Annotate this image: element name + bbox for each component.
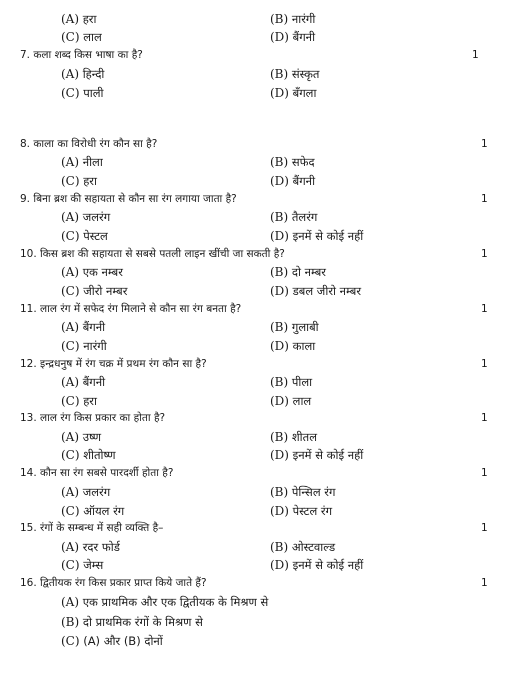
option-text: डबल जीरो नम्बर — [292, 284, 362, 298]
option-text: जीरो नम्बर — [83, 284, 128, 298]
option-text: जलरंग — [82, 210, 111, 224]
option-left — [61, 593, 268, 611]
option-letter: (B) — [270, 155, 289, 169]
marks-value: 1 — [481, 467, 488, 479]
option-text: बँगला — [292, 86, 317, 100]
option-right — [270, 556, 363, 574]
marks-value: 1 — [481, 138, 488, 150]
option-text: नारंगी — [291, 12, 316, 26]
options-row — [0, 337, 508, 355]
option-left — [61, 65, 104, 83]
option-text: उष्ण — [82, 430, 102, 444]
option-left — [61, 227, 108, 245]
option-text: एक नम्बर — [82, 265, 123, 279]
option-text: लाल — [83, 30, 102, 44]
option-right — [270, 208, 317, 226]
option-right — [270, 318, 319, 336]
question-row — [0, 300, 508, 318]
options-row — [0, 10, 508, 28]
options-row — [0, 172, 508, 190]
marks-value: 1 — [472, 49, 479, 61]
option-right — [270, 84, 316, 102]
option-left — [61, 556, 103, 574]
option-letter: (C) — [61, 284, 80, 298]
option-text: बैंगनी — [82, 375, 106, 389]
option-letter: (B) — [270, 320, 289, 334]
option-left — [61, 502, 124, 520]
options-row — [0, 556, 508, 574]
option-text: (A) और (B) दोनों — [83, 634, 163, 648]
option-left — [61, 632, 163, 650]
options-row — [0, 263, 508, 281]
option-right — [270, 28, 315, 46]
marks-value: 1 — [481, 358, 488, 370]
option-text: जलरंग — [82, 485, 111, 499]
option-text: शीतल — [291, 430, 317, 444]
option-left — [61, 282, 127, 300]
option-left — [61, 428, 101, 446]
option-right — [270, 446, 363, 464]
options-row — [0, 227, 508, 245]
option-letter: (A) — [61, 210, 80, 224]
question-text: 15. रंगों के सम्बन्ध में सही व्यक्ति है– — [20, 522, 164, 534]
option-letter: (D) — [270, 558, 289, 572]
option-text: इनमें से कोई नहीं — [292, 448, 364, 462]
options-row — [0, 502, 508, 520]
options-row — [0, 483, 508, 501]
option-left — [61, 84, 104, 102]
option-letter: (C) — [61, 30, 80, 44]
option-text: पाली — [83, 86, 104, 100]
option-text: दो नम्बर — [291, 265, 326, 279]
option-text: पेस्टल — [83, 229, 108, 243]
option-left — [61, 153, 103, 171]
option-right — [270, 483, 335, 501]
option-right — [270, 263, 326, 281]
option-left — [61, 208, 110, 226]
option-text: सफेद — [291, 155, 315, 169]
option-text: तैलरंग — [291, 210, 318, 224]
option-letter: (B) — [270, 210, 289, 224]
marks-value: 1 — [481, 522, 488, 534]
option-right — [270, 428, 317, 446]
option-letter: (A) — [61, 12, 80, 26]
option-letter: (D) — [270, 284, 289, 298]
question-row — [0, 464, 508, 482]
option-letter: (B) — [61, 615, 80, 629]
option-left — [61, 172, 97, 190]
question-text: 16. द्वितीयक रंग किस प्रकार प्राप्त किये जाते हैं? — [20, 577, 207, 589]
option-text: पेस्टल रंग — [292, 504, 333, 518]
option-letter: (B) — [270, 540, 289, 554]
option-letter: (B) — [270, 375, 289, 389]
option-text: काला — [292, 339, 316, 353]
option-left — [61, 613, 203, 631]
option-letter: (C) — [61, 504, 80, 518]
option-right — [270, 502, 332, 520]
option-text: नीला — [82, 155, 103, 169]
option-letter: (B) — [270, 485, 289, 499]
option-letter: (C) — [61, 394, 80, 408]
option-left — [61, 446, 116, 464]
option-letter: (A) — [61, 430, 80, 444]
option-text: शीतोष्ण — [83, 448, 116, 462]
option-text: पेन्सिल रंग — [291, 485, 336, 499]
options-row — [0, 318, 508, 336]
question-text: 11. लाल रंग में सफेद रंग मिलाने से कौन सा रंग बनता है? — [20, 303, 242, 315]
option-left — [61, 28, 102, 46]
option-letter: (D) — [270, 30, 289, 44]
question-text: 8. काला का विरोधी रंग कौन सा है? — [20, 138, 158, 150]
option-text: बैंगनी — [292, 30, 316, 44]
option-text: हरा — [83, 174, 97, 188]
option-letter: (C) — [61, 86, 80, 100]
question-row — [0, 355, 508, 373]
option-right — [270, 373, 312, 391]
option-right — [270, 337, 315, 355]
option-letter: (D) — [270, 339, 289, 353]
question-row — [0, 409, 508, 427]
options-row — [0, 28, 508, 46]
options-row — [0, 538, 508, 556]
option-text: लाल — [292, 394, 312, 408]
option-letter: (B) — [270, 430, 289, 444]
option-letter: (D) — [270, 504, 289, 518]
options-row — [0, 84, 508, 102]
option-left — [61, 483, 110, 501]
option-text: हरा — [82, 12, 97, 26]
question-text: 10. किस ब्रश की सहायता से सबसे पतली लाइन खींची जा सकती है? — [20, 248, 285, 260]
option-letter: (B) — [270, 265, 289, 279]
option-right — [270, 392, 311, 410]
options-row — [0, 428, 508, 446]
option-left — [61, 337, 107, 355]
options-row — [0, 613, 508, 631]
question-text: 13. लाल रंग किस प्रकार का होता है? — [20, 412, 166, 424]
option-left — [61, 392, 97, 410]
option-letter: (C) — [61, 174, 80, 188]
marks-value: 1 — [481, 412, 488, 424]
marks-value: 1 — [481, 193, 488, 205]
option-letter: (A) — [61, 155, 80, 169]
option-text: दो प्राथमिक रंगों के मिश्रण से — [82, 615, 203, 629]
marks-value: 1 — [481, 248, 488, 260]
option-letter: (B) — [270, 12, 289, 26]
option-letter: (C) — [61, 634, 80, 648]
option-left — [61, 538, 120, 556]
option-left — [61, 10, 96, 28]
option-text: एक प्राथमिक और एक द्वितीयक के मिश्रण से — [82, 595, 269, 609]
option-right — [270, 227, 363, 245]
question-text: 12. इन्द्रधनुष में रंग चक्र में प्रथम रंग कौन सा है? — [20, 358, 207, 370]
options-row — [0, 632, 508, 650]
option-text: ओस्टवाल्ड — [291, 540, 336, 554]
option-letter: (A) — [61, 320, 80, 334]
option-letter: (A) — [61, 375, 80, 389]
options-row — [0, 446, 508, 464]
option-letter: (C) — [61, 339, 80, 353]
option-letter: (B) — [270, 67, 289, 81]
option-right — [270, 172, 315, 190]
options-row — [0, 593, 508, 611]
option-right — [270, 538, 335, 556]
option-letter: (D) — [270, 448, 289, 462]
options-row — [0, 392, 508, 410]
option-text: इनमें से कोई नहीं — [292, 229, 364, 243]
question-text: 14. कौन सा रंग सबसे पारदर्शी होता है? — [20, 467, 174, 479]
options-row — [0, 153, 508, 171]
option-text: पीला — [291, 375, 313, 389]
option-left — [61, 263, 123, 281]
option-letter: (C) — [61, 448, 80, 462]
question-text: 9. बिना ब्रश की सहायता से कौन सा रंग लगाया जाता है? — [20, 193, 237, 205]
option-right — [270, 153, 315, 171]
question-row — [0, 574, 508, 592]
option-text: संस्कृत — [291, 67, 320, 81]
question-row — [0, 46, 508, 64]
options-row — [0, 208, 508, 226]
option-letter: (A) — [61, 67, 80, 81]
option-letter: (A) — [61, 595, 80, 609]
options-row — [0, 65, 508, 83]
option-right — [270, 65, 319, 83]
option-letter: (D) — [270, 174, 289, 188]
marks-value: 1 — [481, 577, 488, 589]
option-right — [270, 10, 315, 28]
option-letter: (D) — [270, 86, 289, 100]
option-text: इनमें से कोई नहीं — [292, 558, 364, 572]
option-letter: (A) — [61, 485, 80, 499]
option-letter: (A) — [61, 265, 80, 279]
option-left — [61, 318, 105, 336]
option-text: ऑयल रंग — [83, 504, 125, 518]
option-text: बैंगनी — [82, 320, 106, 334]
option-text: नारंगी — [83, 339, 107, 353]
option-left — [61, 373, 105, 391]
options-row — [0, 282, 508, 300]
option-letter: (C) — [61, 229, 80, 243]
option-text: गुलाबी — [291, 320, 319, 334]
question-row — [0, 190, 508, 208]
question-row — [0, 519, 508, 537]
option-text: हिन्दी — [82, 67, 105, 81]
marks-value: 1 — [481, 303, 488, 315]
option-right — [270, 282, 361, 300]
option-letter: (C) — [61, 558, 80, 572]
question-row — [0, 135, 508, 153]
option-letter: (A) — [61, 540, 80, 554]
option-letter: (D) — [270, 229, 289, 243]
option-text: जेम्स — [83, 558, 104, 572]
option-text: रदर फोर्ड — [82, 540, 120, 554]
options-row — [0, 373, 508, 391]
question-text: 7. कला शब्द किस भाषा का है? — [20, 49, 143, 61]
option-letter: (D) — [270, 394, 289, 408]
option-text: बैंगनी — [292, 174, 316, 188]
question-row — [0, 245, 508, 263]
option-text: हरा — [83, 394, 97, 408]
